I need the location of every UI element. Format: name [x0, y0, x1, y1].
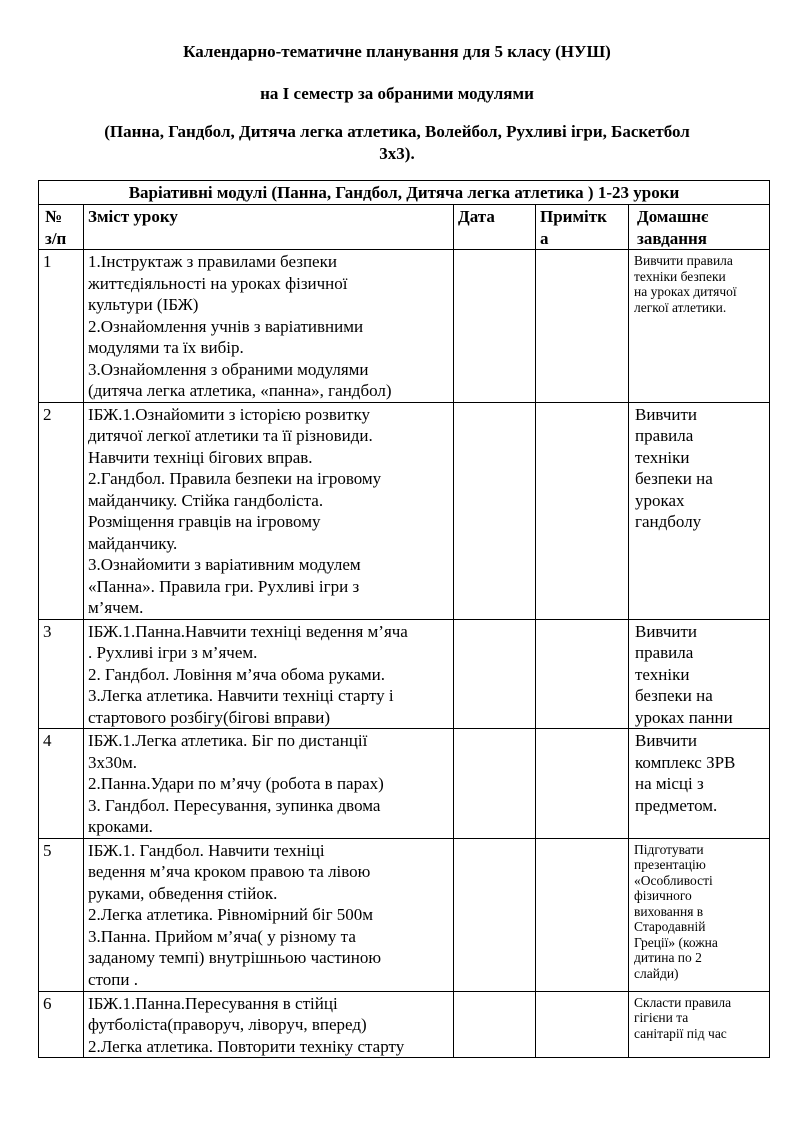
lesson-date [454, 838, 536, 991]
modules-list-heading [40, 121, 754, 165]
lesson-note [536, 250, 629, 403]
homework-line: гігієни та [634, 1010, 689, 1025]
lesson-row [39, 991, 770, 1058]
homework-line: Вивчити правила [634, 253, 733, 268]
lesson-content-line: 2.Ознайомлення учнів з варіативними [88, 316, 364, 336]
lesson-date [454, 619, 536, 729]
lesson-homework [629, 250, 770, 403]
lesson-homework [629, 729, 770, 839]
lesson-content-line: ІБЖ.1. Гандбол. Навчити техніці [88, 840, 325, 860]
lesson-content-line: 2.Легка атлетика. Повторити техніку старту [88, 1036, 405, 1056]
lesson-number: 2 [39, 402, 84, 619]
lesson-note [536, 402, 629, 619]
homework-line: техніки безпеки [634, 268, 726, 284]
lesson-homework [629, 619, 770, 729]
lesson-row [39, 619, 770, 729]
lesson-content-line: майданчику. [88, 533, 178, 553]
lesson-content-line: ІБЖ.1.Панна.Пересування в стійці [88, 993, 338, 1013]
lesson-content-line: заданому темпі) внутрішньою частиною [88, 948, 382, 967]
homework-line: гандболу [635, 512, 702, 531]
column-header-number: № з/п [39, 205, 84, 250]
lesson-content-line: ведення м’яча кроком правою та лівою [88, 862, 371, 881]
homework-line: комплекс ЗРВ [635, 752, 736, 772]
lesson-content [84, 729, 454, 839]
lesson-content-line: дитячої легкої атлетики та її різновиди. [88, 426, 373, 445]
homework-line: санітарії під час [634, 1025, 727, 1041]
lesson-note [536, 729, 629, 839]
homework-line: Стародавній [634, 919, 706, 934]
lesson-content-line: 3.Легка атлетика. Навчити техніці старту і [88, 686, 394, 705]
homework-line: слайди) [634, 965, 679, 981]
homework-line: презентацію [634, 857, 706, 872]
lesson-content [84, 991, 454, 1058]
lesson-content-line: ІБЖ.1.Легка атлетика. Біг по дистанції [88, 731, 368, 750]
lesson-number: 4 [39, 729, 84, 839]
homework-line: Греції» (кожна [634, 934, 718, 950]
column-header-date: Дата [454, 205, 536, 250]
modules-header-cell: Варіативні модулі (Панна, Гандбол, Дитяча легка атлетика ) 1-23 уроки [39, 181, 770, 205]
lesson-homework [629, 402, 770, 619]
homework-line: Скласти правила [634, 994, 732, 1010]
lesson-rows [39, 250, 770, 1058]
lesson-content [84, 619, 454, 729]
lesson-content-line: 1.Інструктаж з правилами безпеки [88, 252, 337, 271]
page-title: Календарно-тематичне планування для 5 класу (НУШ) [183, 42, 611, 61]
lesson-content-line: 2.Легка атлетика. Рівномірний біг 500м [88, 905, 374, 924]
homework-line: уроках панни [635, 707, 733, 727]
lesson-number: 6 [39, 991, 84, 1058]
lesson-content-line: 3. Гандбол. Пересування, зупинка двома [88, 795, 381, 815]
column-header-row [39, 205, 770, 250]
lesson-content-line: Розміщення гравців на ігровому [88, 512, 321, 531]
lesson-content-line: Навчити техніці бігових вправ. [88, 447, 313, 467]
lesson-content-line: кроками. [88, 817, 153, 836]
lesson-content-line: м’ячем. [88, 598, 144, 617]
lesson-note [536, 991, 629, 1058]
lesson-content [84, 838, 454, 991]
lesson-homework [629, 991, 770, 1058]
lesson-row [39, 838, 770, 991]
lesson-row [39, 402, 770, 619]
lesson-number: 1 [39, 250, 84, 403]
lesson-content-line: «Панна». Правила гри. Рухливі ігри з [88, 576, 360, 596]
lesson-note [536, 619, 629, 729]
homework-line: дитина по 2 [634, 950, 702, 965]
lesson-content-line: ІБЖ.1.Ознайомити з історією розвитку [88, 404, 370, 424]
lesson-content-line: . Рухливі ігри з м’ячем. [88, 643, 258, 662]
lesson-content-line: 2.Панна.Удари по м’ячу (робота в парах) [88, 774, 384, 793]
lesson-date [454, 991, 536, 1058]
lesson-date [454, 250, 536, 403]
lesson-plan-table [38, 180, 770, 1058]
lesson-content-line: життєдіяльності на уроках фізичної [88, 273, 348, 293]
modules-list-line-1: (Панна, Гандбол, Дитяча легка атлетика, Волейбол, Рухливі ігри, Баскетбол [104, 122, 690, 141]
page-subtitle: на I семестр за обраними модулями [260, 84, 534, 103]
lesson-content-line: 3.Панна. Прийом м’яча( у різному та [88, 926, 356, 946]
homework-line: на уроках дитячої [634, 284, 737, 299]
homework-line: безпеки на [635, 686, 713, 705]
lesson-content-line: 2. Гандбол. Ловіння м’яча обома руками. [88, 664, 386, 684]
homework-line: виховання в [634, 903, 704, 919]
lesson-content-line: майданчику. Стійка гандболіста. [88, 490, 324, 510]
lesson-content-line: 3.Ознайомити з варіативним модулем [88, 555, 361, 574]
homework-line: Вивчити [635, 621, 697, 641]
modules-header-row [39, 181, 770, 205]
homework-line: Вивчити [635, 404, 697, 424]
homework-line: Вивчити [635, 731, 697, 750]
lesson-content-line: культури (ІБЖ) [88, 295, 199, 314]
homework-line: «Особливості [634, 872, 713, 888]
homework-line: техніки [635, 447, 690, 467]
homework-line: легкої атлетики. [634, 299, 727, 315]
homework-line: техніки [635, 664, 690, 684]
homework-line: Підготувати [634, 841, 704, 857]
column-header-homework: Домашнє завдання [629, 205, 770, 250]
column-header-content: Зміст уроку [84, 205, 454, 250]
lesson-content [84, 402, 454, 619]
lesson-content-line: руками, обведення стійок. [88, 883, 278, 903]
lesson-content-line: модулями та їх вибір. [88, 338, 244, 357]
homework-line: правила [635, 426, 694, 445]
lesson-date [454, 729, 536, 839]
lesson-content-line: 3х30м. [88, 752, 138, 772]
homework-line: правила [635, 643, 694, 662]
lesson-date [454, 402, 536, 619]
homework-line: фізичного [634, 888, 692, 903]
lesson-content-line: стартового розбігу(бігові вправи) [88, 707, 331, 727]
lesson-content-line: ІБЖ.1.Панна.Навчити техніці ведення м’яча [88, 621, 408, 641]
homework-line: безпеки на [635, 469, 713, 488]
column-header-note: Примітк а [536, 205, 629, 250]
lesson-number: 3 [39, 619, 84, 729]
lesson-row [39, 729, 770, 839]
lesson-content-line: 3.Ознайомлення з обраними модулями [88, 359, 369, 379]
lesson-row [39, 250, 770, 403]
homework-line: предметом. [635, 795, 718, 815]
lesson-content-line: стопи . [88, 969, 138, 989]
lesson-number: 5 [39, 838, 84, 991]
lesson-homework [629, 838, 770, 991]
modules-list-line-2: 3х3). [379, 144, 415, 163]
lesson-content [84, 250, 454, 403]
homework-line: уроках [635, 490, 685, 510]
lesson-note [536, 838, 629, 991]
lesson-content-line: (дитяча легка атлетика, «панна», гандбол) [88, 381, 392, 400]
homework-line: на місці з [635, 774, 704, 793]
lesson-content-line: футболіста(праворуч, ліворуч, вперед) [88, 1015, 367, 1034]
lesson-content-line: 2.Гандбол. Правила безпеки на ігровому [88, 469, 382, 488]
